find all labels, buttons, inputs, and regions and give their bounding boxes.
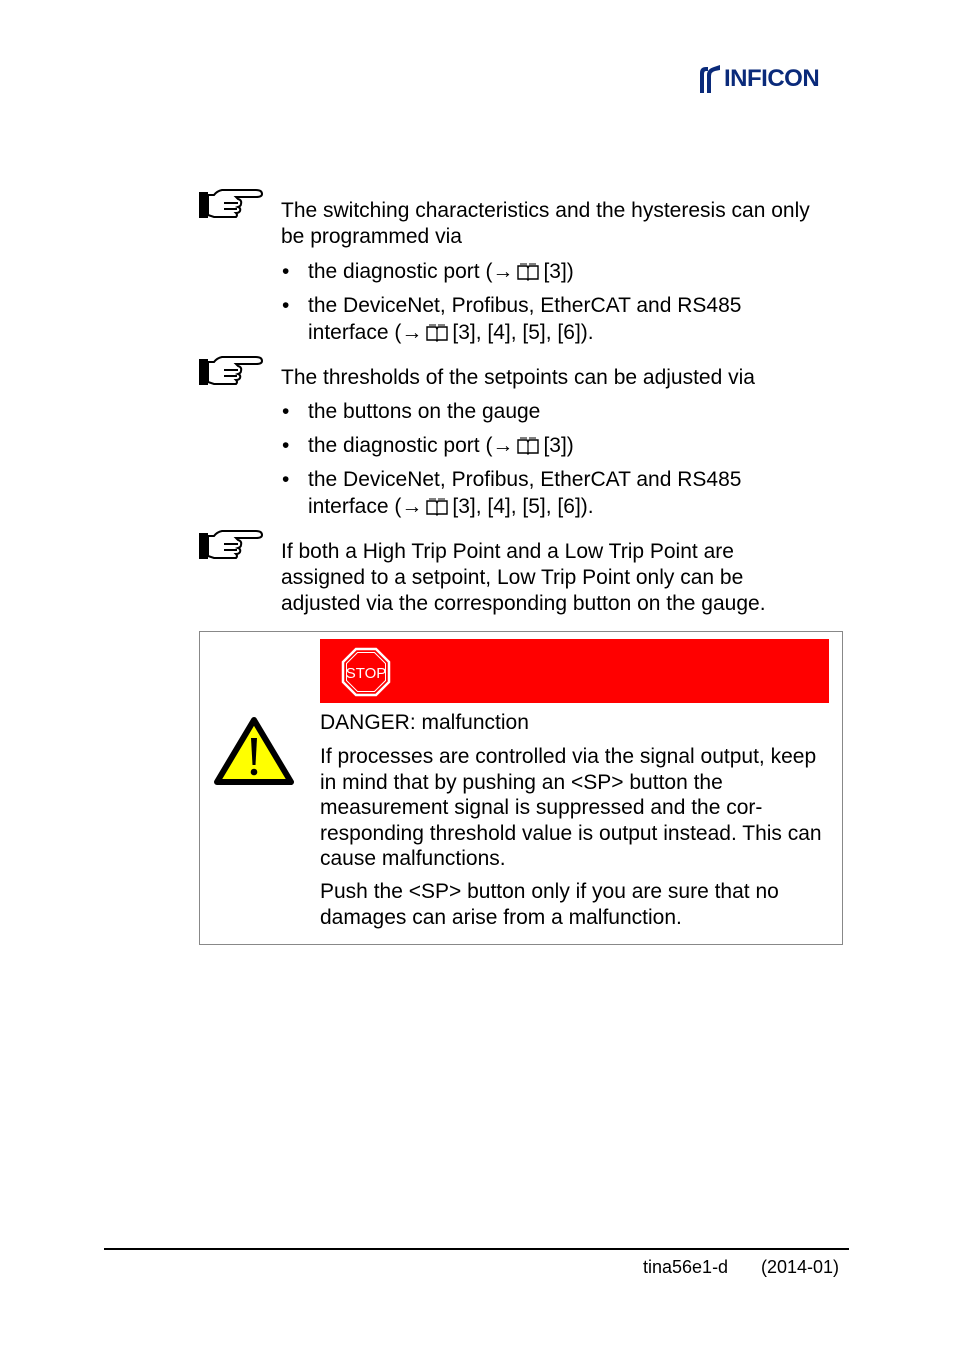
pointing-hand-icon — [198, 529, 264, 561]
footer-date: (2014-01) — [761, 1257, 840, 1277]
note-2-text: The thresholds of the setpoints can be adjusted via — [281, 366, 755, 389]
note-3-text: If both a High Trip Point and a Low Trip Point are assigned to a setpoint, Low Trip Point only can be adjusted via the corresponding button on the gauge. — [281, 540, 766, 615]
note-1-bullets — [281, 258, 821, 353]
book-icon — [426, 324, 448, 342]
list-item: • the diagnostic port (→ [3]) — [282, 260, 574, 283]
inficon-logo-icon — [694, 63, 722, 95]
list-item: • the DeviceNet, Profibus, EtherCAT and RS485 interface (→ [3], [4], [5], [6]). — [282, 468, 742, 518]
list-item: • the buttons on the gauge — [282, 400, 541, 423]
pointing-hand-icon — [198, 188, 264, 220]
list-item: • the diagnostic port (→ [3]) — [282, 434, 574, 457]
danger-title: DANGER: malfunction — [320, 711, 529, 734]
warning-triangle-icon — [214, 716, 294, 786]
list-item: • the DeviceNet, Profibus, EtherCAT and RS485 interface (→ [3], [4], [5], [6]). — [282, 294, 742, 344]
footer-divider — [104, 1248, 849, 1250]
danger-header-bar — [320, 639, 829, 703]
note-1-text: The switching characteristics and the hysteresis can only be programmed via — [281, 199, 810, 248]
footer-doc-id: tina56e1-d — [643, 1257, 729, 1277]
book-icon — [517, 437, 539, 455]
book-icon — [426, 498, 448, 516]
pointing-hand-icon — [198, 355, 264, 387]
note-2-bullets — [281, 398, 821, 527]
danger-paragraph-2: Push the <SP> button only if you are sure that no damages can arise from a malfunction. — [320, 880, 779, 929]
logo-text: INFICON — [724, 65, 820, 92]
stop-sign-icon — [341, 647, 391, 697]
stop-sign-label: STOP — [345, 665, 387, 682]
danger-paragraph-1: If processes are controlled via the signal output, keep in mind that by pushing an <SP> button the measurement signal is suppressed and the cor-responding threshold value is output instead. This can cause malfunctions. — [320, 745, 822, 870]
inficon-logo — [694, 62, 819, 96]
book-icon — [517, 263, 539, 281]
